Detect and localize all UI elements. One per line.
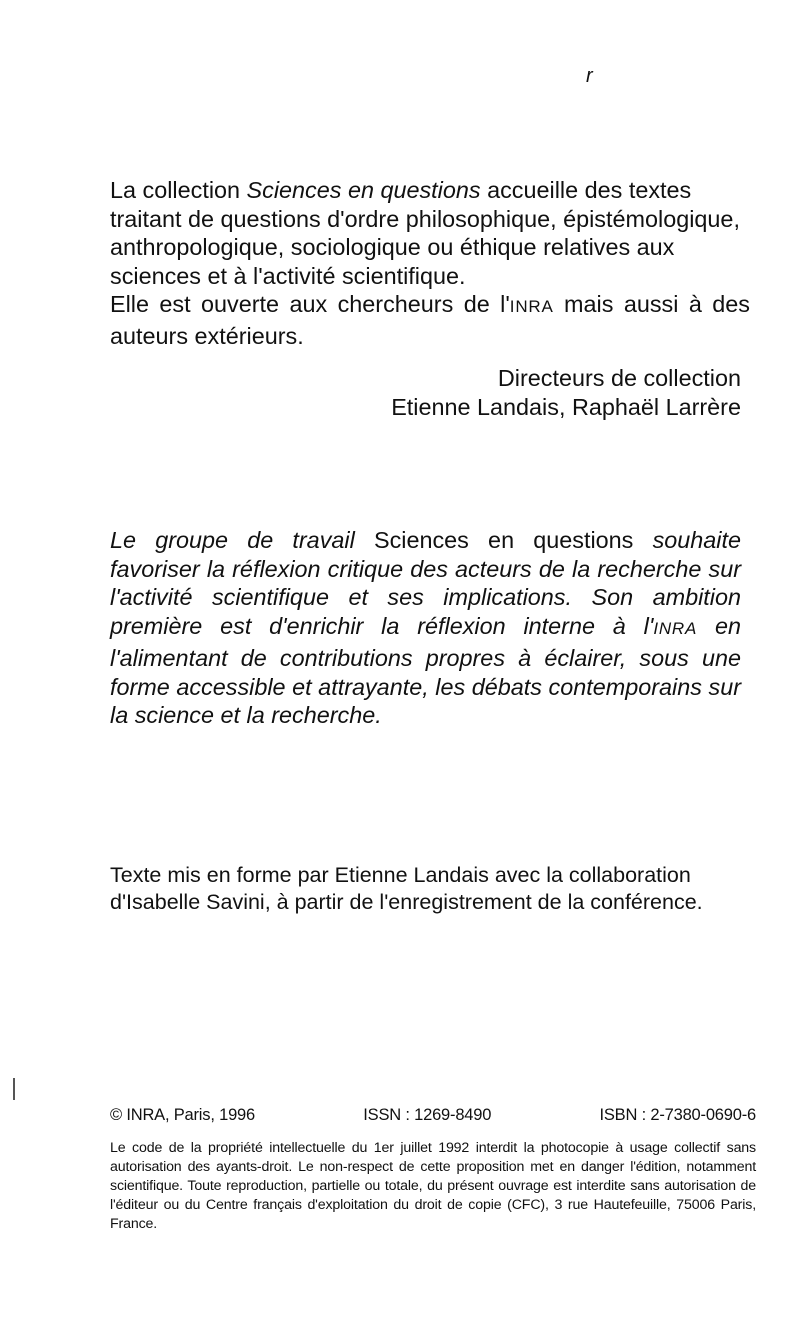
- collection-description: La collection Sciences en questions accueille des textes traitant de questions d'ordre philosophique, épistémologique, anthropologique, sociologique ou éthique relatives aux sciences et à l'activité scientifique.: [110, 177, 740, 289]
- collection-directors: [300, 364, 741, 422]
- collection-openness: Elle est ouverte aux chercheurs de l'INRA mais aussi à des auteurs extérieurs.: [110, 291, 750, 349]
- corner-mark: r: [586, 65, 593, 87]
- margin-mark: [13, 1078, 15, 1100]
- collection-name: Sciences en questions: [246, 177, 481, 203]
- group-name: Sciences en questions: [373, 527, 634, 553]
- collection-intro: [110, 176, 750, 351]
- issn: ISSN : 1269-8490: [363, 1106, 492, 1124]
- org-name: INRA: [653, 619, 698, 639]
- copyright: © INRA, Paris, 1996: [110, 1106, 255, 1124]
- isbn: ISBN : 2-7380-0690-6: [599, 1106, 756, 1124]
- legal-notice: Le code de la propriété intellectuelle du 1er juillet 1992 interdit la photocopie à usage collectif sans autorisation des ayants-droit. Le non-respect de cette proposition met en danger l'édition, notamment scientifique. Toute reproduction, partielle ou totale, du présent ouvrage est interdite sans autorisation de l'éditeur ou du Centre français d'exploitation du droit de copie (CFC), 3 rue Hautefeuille, 75006 Paris, France.: [110, 1140, 756, 1232]
- publication-info: [110, 1104, 756, 1126]
- directors-title: Directeurs de collection: [497, 365, 741, 391]
- directors-names: Etienne Landais, Raphaël Larrère: [391, 394, 741, 420]
- org-name: INRA: [509, 297, 554, 317]
- working-group-statement: Le groupe de travail Sciences en questions souhaite favoriser la réflexion critique des acteurs de la recherche sur l'activité scientifique et ses implications. Son ambition première est d'enrichir la réflexion interne à l'INRA en l'alimentant de contributions propres à éclairer, sous une forme accessible et attrayante, les débats contemporains sur la science et la recherche.: [110, 527, 742, 729]
- editor-note: Texte mis en forme par Etienne Landais avec la collaboration d'Isabelle Savini, à partir de l'enregistrement de la conférence.: [110, 863, 703, 914]
